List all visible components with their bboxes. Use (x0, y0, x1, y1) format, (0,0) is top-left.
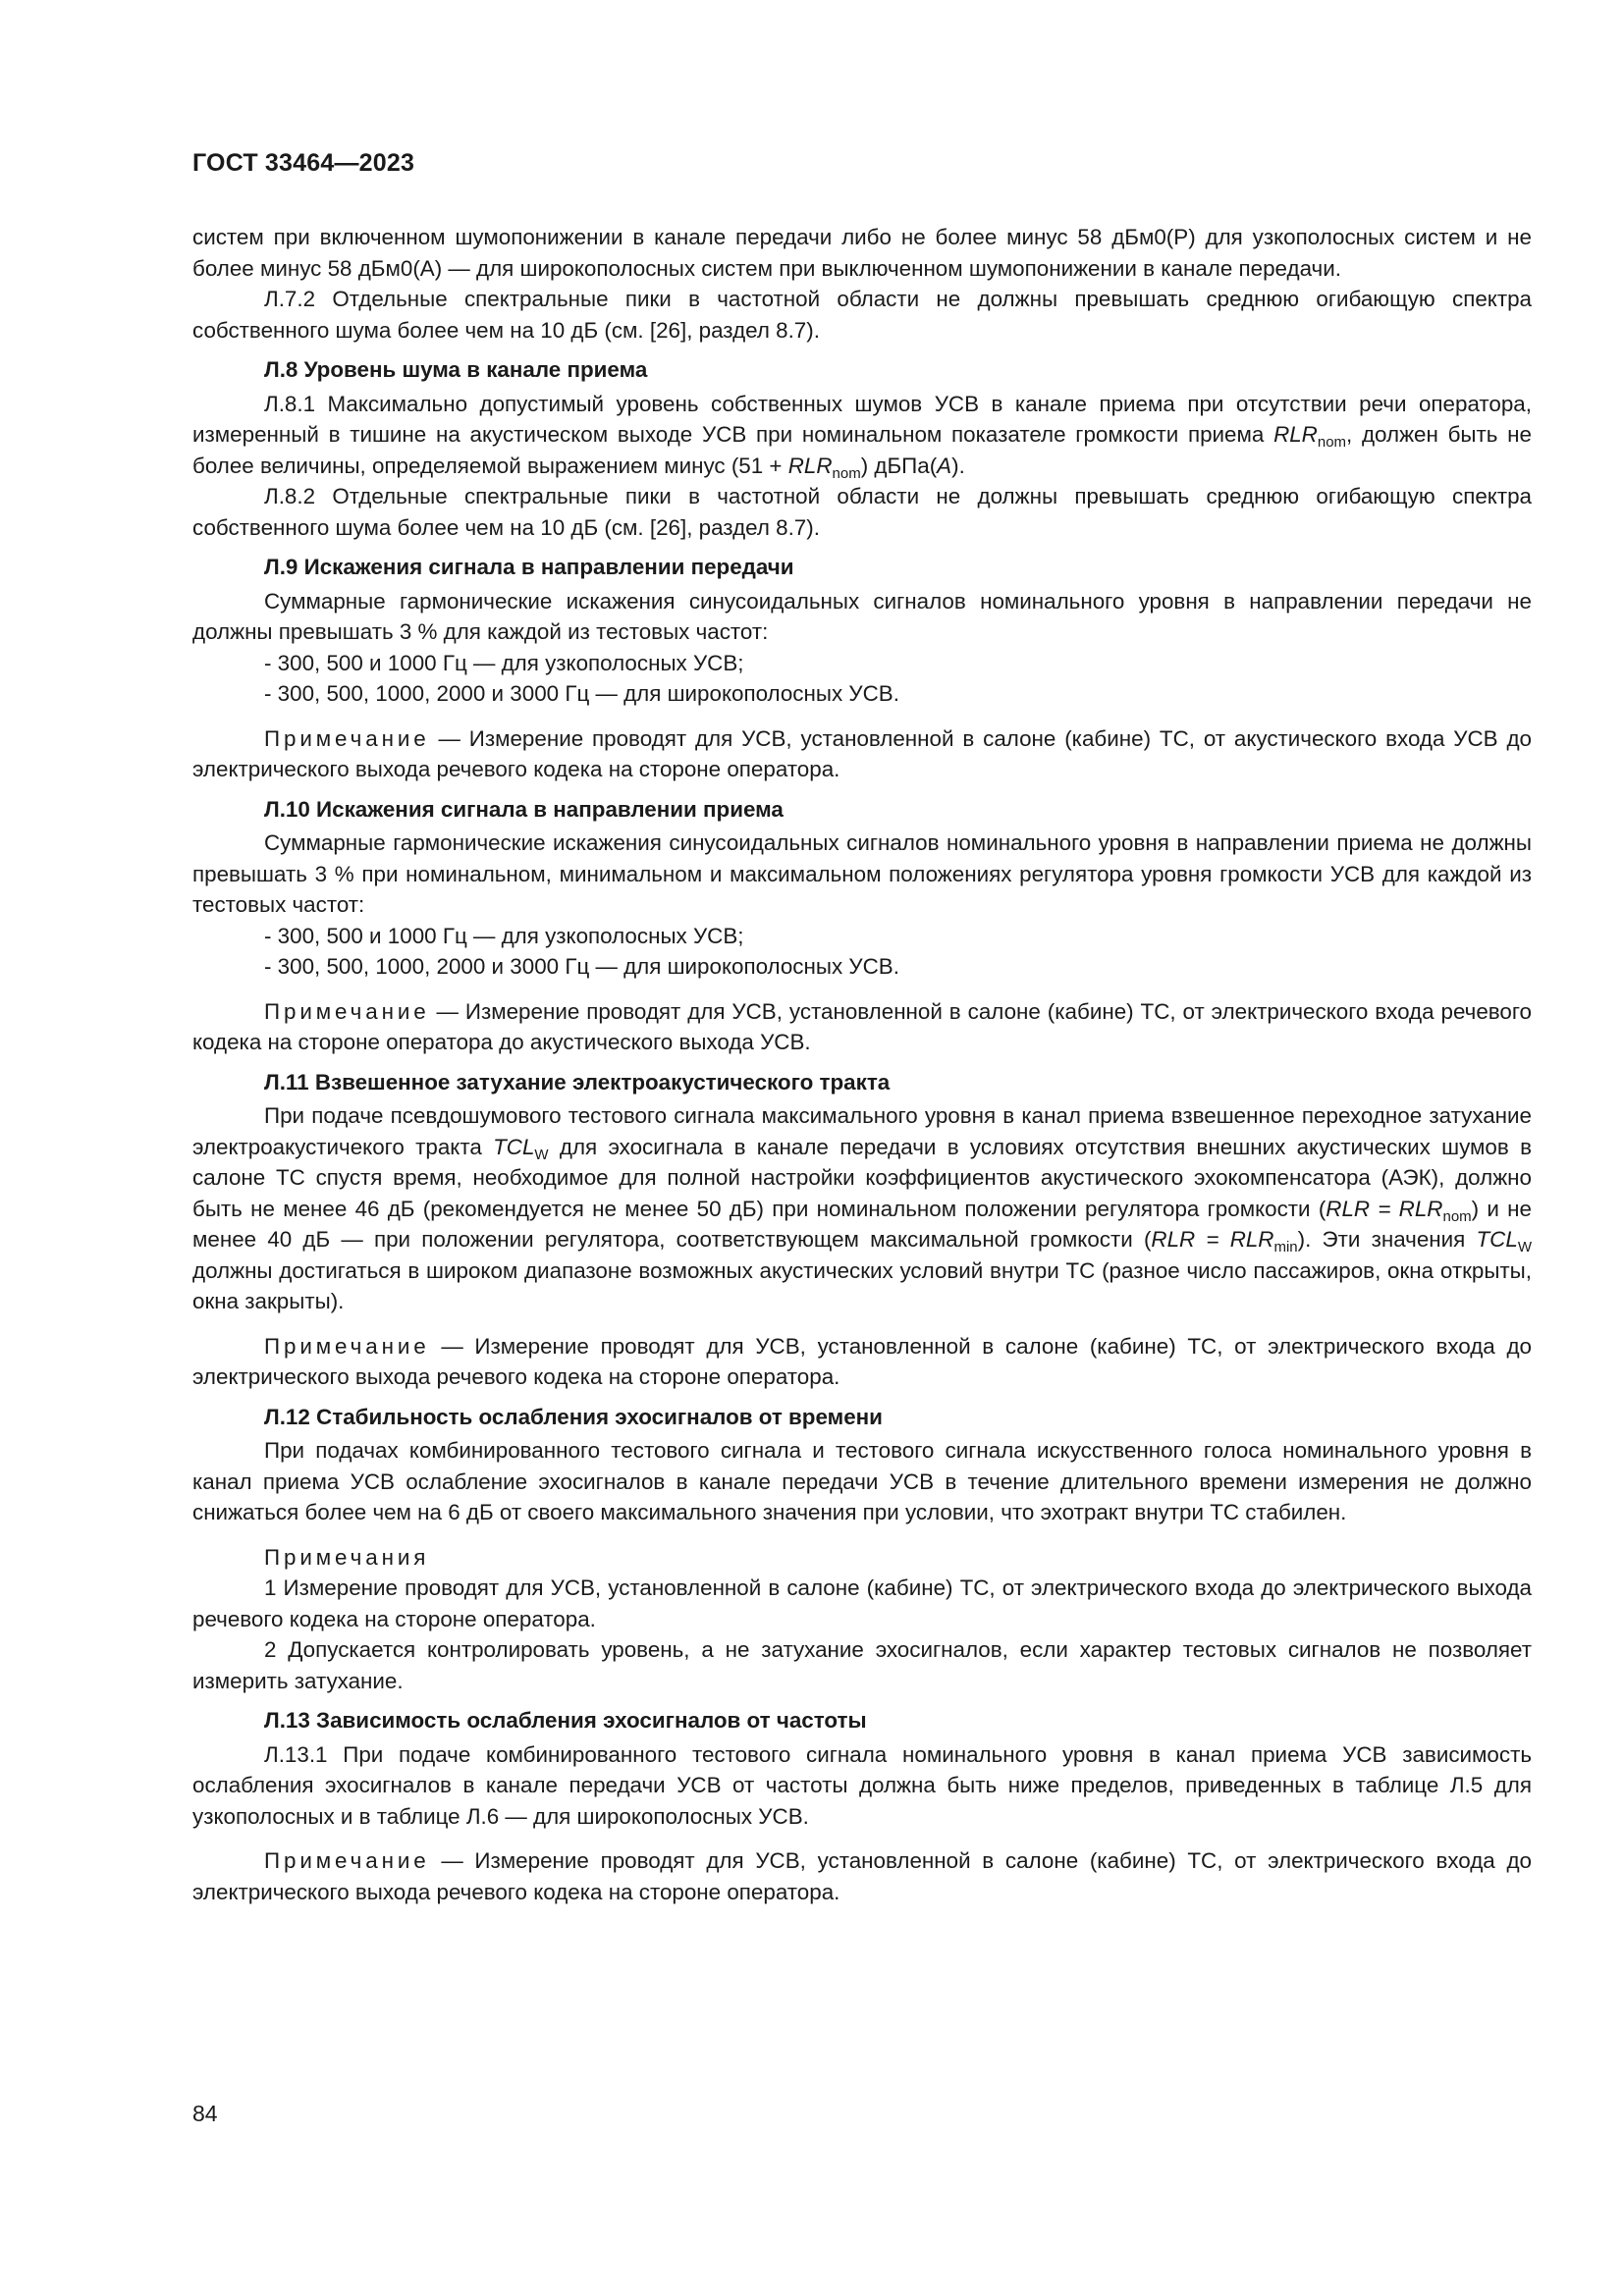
paragraph-l11: При подаче псевдошумового тестового сигнала максимального уровня в канал приема взвешенное переходное затухание электроакустичекого тракта $TCL_W$ для эхосигнала в канале передачи в условиях отсутствия внешних акустических шумов в салоне ТС спустя время, необходимое для полной настройки коэффициентов акустического эхокомпенсатора (АЭК), должно быть не менее 46 дБ (рекомендуется не менее 50 дБ) при номинальном положении регулятора громкости $(RLR = RLR_{nom})$ и не менее 40 дБ — при положении регулятора, соответствующем максимальной громкости $(RLR = RLR_{min})$. Эти значения $TCL_W$ должны достигаться в широком диапазоне возможных акустических условий внутри ТС (разное число пассажиров, окна открыты, окна закрыты). (192, 1103, 1532, 1313)
paragraph-l8-1: Л.8.1 Максимально допустимый уровень собственных шумов УСВ в канале приема при отсутствии речи оператора, измеренный в тишине на акустическом выходе УСВ при номинальном показателе громкости приема $RLR_{nom}$, должен быть не более величины, определяемой выражением минус $(51 + RLR_{nom})$ дБПа(A). (192, 391, 1532, 482)
list-item: - 300, 500, 1000, 2000 и 3000 Гц — для широкополосных УСВ. (264, 681, 899, 706)
heading-l10: Л.10 Искажения сигнала в направлении приема (264, 796, 784, 822)
notes-title: Примечания (264, 1544, 430, 1570)
heading-l13: Л.13 Зависимость ослабления эхосигналов от частоты (264, 1708, 867, 1733)
page-number: 84 (192, 2101, 218, 2126)
paragraph-l8-2: Л.8.2 Отдельные спектральные пики в частотной области не должны превышать среднюю огибающую спектра собственного шума более чем на 10 дБ (см. [26], раздел 8.7). (192, 484, 1532, 540)
document-header: ГОСТ 33464—2023 (192, 149, 415, 177)
heading-l11: Л.11 Взвешенное затухание электроакустического тракта (264, 1069, 891, 1095)
note-l11: Примечание — Измерение проводят для УСВ, установленной в салоне (кабине) ТС, от электрического входа до электрического выхода речевого кодека на стороне оператора. (192, 1333, 1532, 1389)
note-item: 1 Измерение проводят для УСВ, установленной в салоне (кабине) ТС, от электрического входа до электрического выхода речевого кодека на стороне оператора. (192, 1575, 1532, 1631)
paragraph-l13-1: Л.13.1 При подаче комбинированного тестового сигнала номинального уровня в канал приема УСВ зависимость ослабления эхосигналов в канале передачи УСВ от частоты должна быть ниже пределов, приведенных в таблице Л.5 для узкополосных и в таблице Л.6 — для широкополосных УСВ. (192, 1741, 1532, 1829)
heading-l8: Л.8 Уровень шума в канале приема (264, 357, 648, 382)
paragraph-continuation: систем при включенном шумопонижении в канале передачи либо не более минус 58 дБм0(Р) для узкополосных систем и не более минус 58 дБм0(А) — для широкополосных систем при выключенном шумопонижении в канале передачи. (192, 225, 1532, 281)
page-content (192, 222, 1532, 1907)
heading-l12: Л.12 Стабильность ослабления эхосигналов от времени (264, 1404, 883, 1429)
note-l10: Примечание — Измерение проводят для УСВ, установленной в салоне (кабине) ТС, от электрического входа речевого кодека на стороне оператора до акустического выхода УСВ. (192, 998, 1532, 1054)
note-l9: Примечание — Измерение проводят для УСВ, установленной в салоне (кабине) ТС, от акустического входа УСВ до электрического выхода речевого кодека на стороне оператора. (192, 725, 1532, 781)
list-item: - 300, 500, 1000, 2000 и 3000 Гц — для широкополосных УСВ. (264, 954, 899, 979)
heading-l9: Л.9 Искажения сигнала в направлении передачи (264, 555, 794, 579)
paragraph-l12: При подачах комбинированного тестового сигнала и тестового сигнала искусственного голоса номинального уровня в канал приема УСВ ослабление эхосигналов в канале передачи УСВ в течение длительного времени измерения не должно снижаться более чем на 6 дБ от своего максимального значения при условии, что эхотракт внутри ТС стабилен. (192, 1438, 1532, 1524)
paragraph-l7-2: Л.7.2 Отдельные спектральные пики в частотной области не должны превышать среднюю огибающую спектра собственного шума более чем на 10 дБ (см. [26], раздел 8.7). (192, 287, 1532, 343)
list-item: - 300, 500 и 1000 Гц — для узкополосных УСВ; (264, 650, 744, 675)
note-l13: Примечание — Измерение проводят для УСВ, установленной в салоне (кабине) ТС, от электрического входа до электрического выхода речевого кодека на стороне оператора. (192, 1848, 1532, 1904)
note-item: 2 Допускается контролировать уровень, а не затухание эхосигналов, если характер тестовых сигналов не позволяет измерить затухание. (192, 1637, 1532, 1693)
paragraph-l9: Суммарные гармонические искажения синусоидальных сигналов номинального уровня в направлении передачи не должны превышать 3 % для каждой из тестовых частот: (192, 588, 1532, 644)
paragraph-l10: Суммарные гармонические искажения синусоидальных сигналов номинального уровня в направлении приема не должны превышать 3 % при номинальном, минимальном и максимальном положениях регулятора уровня громкости УСВ для каждой из тестовых частот: (192, 830, 1532, 917)
list-item: - 300, 500 и 1000 Гц — для узкополосных УСВ; (264, 923, 744, 948)
